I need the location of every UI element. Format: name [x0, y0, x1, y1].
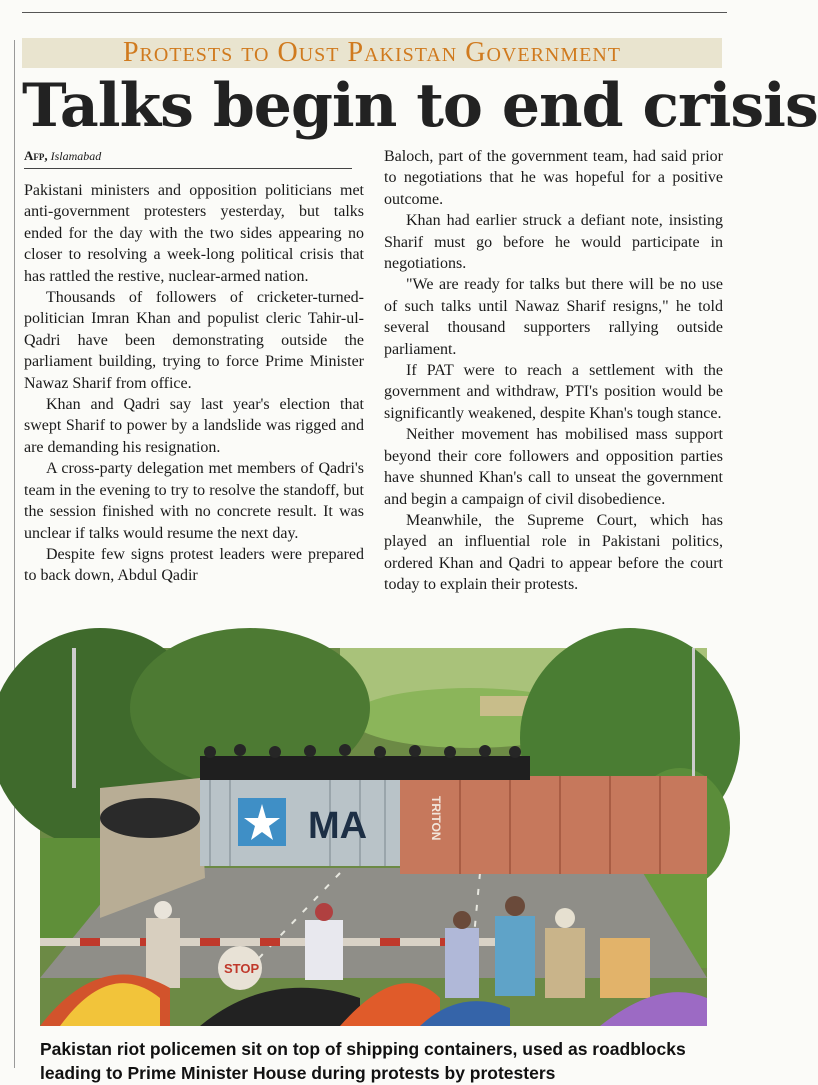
byline-place: Islamabad — [50, 149, 102, 163]
article-column-right — [384, 146, 723, 596]
paragraph: If PAT were to reach a settlement with the government and withdraw, PTI's position would be significantly weakened, despite Khan's tough stance. — [384, 362, 723, 422]
photo-illustration — [40, 648, 707, 1026]
photo-caption-line-1: Pakistan riot policemen sit on top of shipping containers, used as roadblocks — [40, 1039, 686, 1059]
paragraph: A cross-party delegation met members of Qadri's team in the evening to try to resolve the standoff, but the session finished with no concrete result. It was unclear if talks would resume the next day. — [24, 460, 364, 542]
top-rule — [22, 12, 727, 13]
paragraph: "We are ready for talks but there will be no use of such talks until Nawaz Sharif resigns," he told several thousand supporters rallying outside parliament. — [384, 276, 723, 358]
container-label-right: TRITON — [429, 796, 443, 841]
paragraph: Despite few signs protest leaders were prepared to back down, Abdul Qadir — [24, 545, 364, 585]
kicker: Protests to Oust Pakistan Government — [122, 37, 622, 68]
column-margin-rule — [14, 40, 15, 1068]
paragraph: Baloch, part of the government team, had said prior to negotiations that he was hopeful for a positive outcome. — [384, 148, 723, 208]
stop-sign-label: STOP — [224, 961, 260, 976]
photo-caption-line-2: leading to Prime Minister House during protests by protesters — [40, 1063, 556, 1083]
paragraph: Pakistani ministers and opposition politicians met anti-government protesters yesterday, but talks ended for the day with the two sides appearing no closer to resolving a week-long political crisis that has rattled the restive, nuclear-armed nation. — [24, 182, 364, 285]
paragraph: Khan and Qadri say last year's election that swept Sharif to power by a landslide was rigged and are demanding his resignation. — [24, 396, 364, 456]
byline — [24, 148, 352, 169]
kicker-bar — [22, 38, 722, 68]
paragraph: Khan had earlier struck a defiant note, insisting Sharif must go before he would participate in negotiations. — [384, 212, 723, 273]
container-label-left: MA — [308, 805, 368, 847]
paragraph: Thousands of followers of cricketer-turned-politician Imran Khan and populist cleric Tahir-ul-Qadri have been demonstrating outside the parliament building, trying to force Prime Minister Nawaz Sharif from office. — [24, 289, 364, 392]
news-photo — [40, 648, 707, 1026]
paragraph: Meanwhile, the Supreme Court, which has played an influential role in Pakistani politics, ordered Khan and Qadri to appear before the court today to explain their protests. — [384, 511, 723, 594]
headline: Talks begin to end crisis — [22, 71, 818, 141]
byline-agency: Afp, — [24, 148, 48, 163]
article-column-left — [24, 180, 364, 587]
paragraph: Neither movement has mobilised mass support beyond their core followers and opposition parties have shunned Khan's call to unseat the government and begin a campaign of civil disobedience. — [384, 426, 723, 508]
